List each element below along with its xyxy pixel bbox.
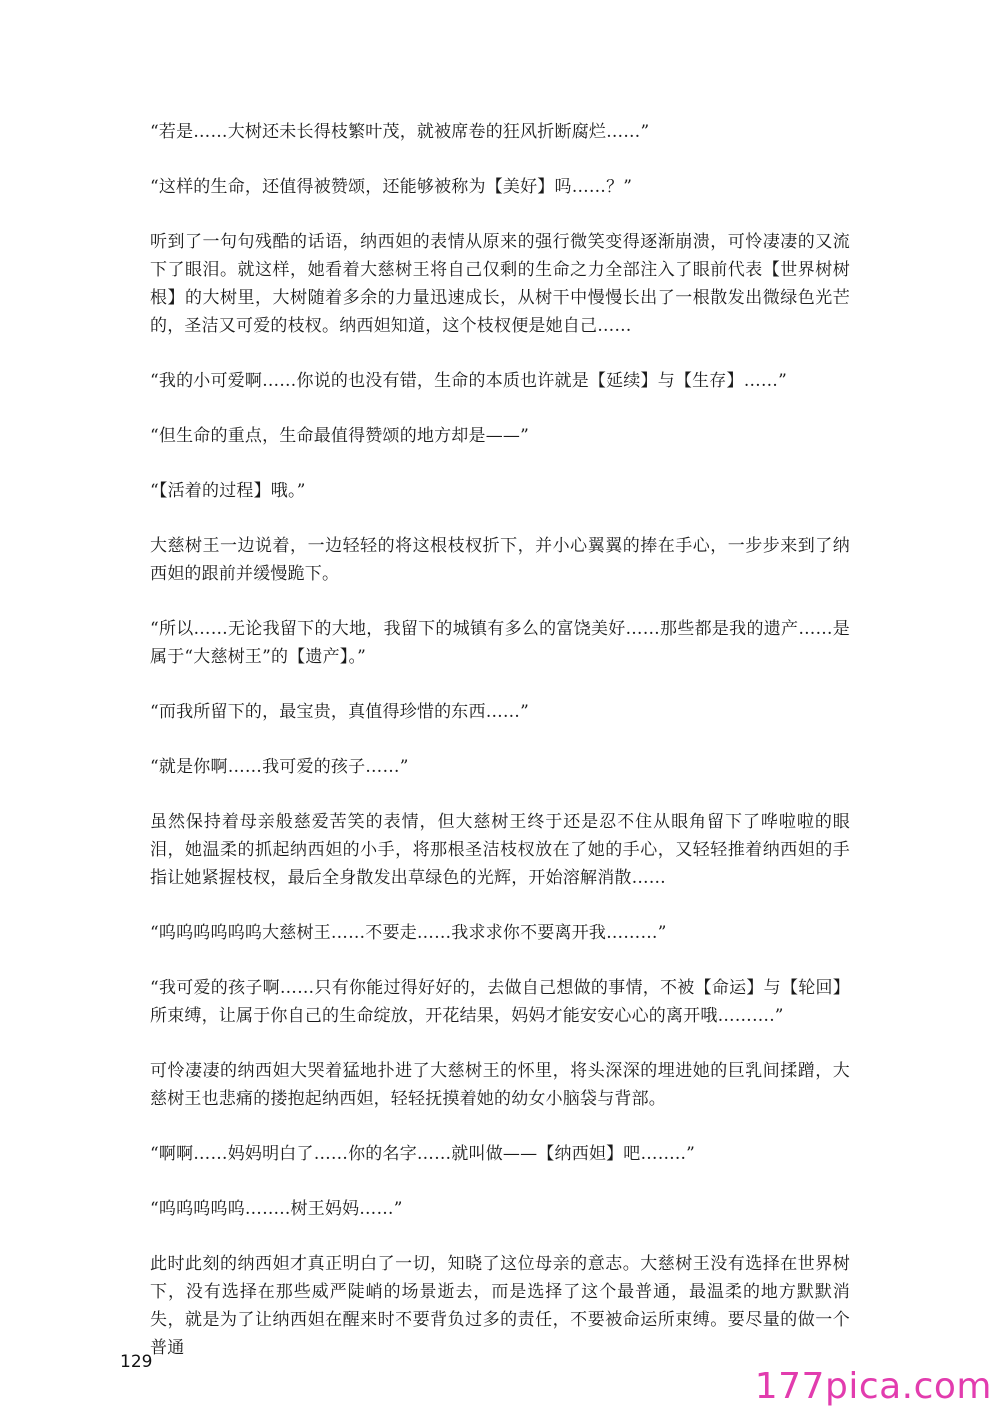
paragraph: “呜呜呜呜呜……..树王妈妈……”	[150, 1199, 403, 1219]
paragraph: “而我所留下的，最宝贵，真值得珍惜的东西……”	[150, 702, 529, 722]
paragraph: “所以……无论我留下的大地，我留下的城镇有多么的富饶美好……那些都是我的遗产……是属于“大慈树王”的【遗产】。”	[150, 619, 850, 667]
paragraph: “啊啊……妈妈明白了……你的名字……就叫做——【纳西妲】吧……..”	[150, 1144, 695, 1164]
body-text	[150, 118, 850, 1362]
paragraph: 听到了一句句残酷的话语，纳西妲的表情从原来的强行微笑变得逐渐崩溃，可怜凄凄的又流下了眼泪。就这样，她看着大慈树王将自己仅剩的生命之力全部注入了眼前代表【世界树树根】的大树里，大树随着多余的力量迅速成长，从树干中慢慢长出了一根散发出微绿色光芒的，圣洁又可爱的枝杈。纳西妲知道，这个枝杈便是她自己……	[150, 232, 850, 336]
paragraph: “但生命的重点，生命最值得赞颂的地方却是——”	[150, 426, 529, 446]
paragraph: “我可爱的孩子啊……只有你能过得好好的，去做自己想做的事情，不被【命运】与【轮回】所束缚，让属于你自己的生命绽放，开花结果，妈妈才能安安心心的离开哦……….”	[150, 978, 850, 1026]
paragraph: “呜呜呜呜呜呜大慈树王……不要走……我求求你不要离开我………”	[150, 923, 667, 943]
page-number: 129	[120, 1352, 153, 1372]
paragraph: 虽然保持着母亲般慈爱苦笑的表情，但大慈树王终于还是忍不住从眼角留下了哗啦啦的眼泪，她温柔的抓起纳西妲的小手，将那根圣洁枝杈放在了她的手心，又轻轻推着纳西妲的手指让她紧握枝杈，最后全身散发出草绿色的光辉，开始溶解消散……	[150, 812, 850, 888]
paragraph: “若是……大树还未长得枝繁叶茂，就被席卷的狂风折断腐烂……”	[150, 122, 650, 142]
paragraph: “就是你啊……我可爱的孩子……”	[150, 757, 409, 777]
paragraph: 可怜凄凄的纳西妲大哭着猛地扑进了大慈树王的怀里，将头深深的埋进她的巨乳间揉蹭，大慈树王也悲痛的搂抱起纳西妲，轻轻抚摸着她的幼女小脑袋与背部。	[150, 1061, 850, 1109]
paragraph: “【活着的过程】哦。”	[150, 481, 306, 501]
paragraph: “我的小可爱啊……你说的也没有错，生命的本质也许就是【延续】与【生存】……”	[150, 371, 787, 391]
paragraph: 大慈树王一边说着，一边轻轻的将这根枝杈折下，并小心翼翼的捧在手心，一步步来到了纳西妲的跟前并缓慢跪下。	[150, 536, 850, 584]
paragraph: 此时此刻的纳西妲才真正明白了一切，知晓了这位母亲的意志。大慈树王没有选择在世界树下，没有选择在那些威严陡峭的场景逝去，而是选择了这个最普通，最温柔的地方默默消失，就是为了让纳西妲在醒来时不要背负过多的责任，不要被命运所束缚。要尽量的做一个普通	[150, 1254, 850, 1358]
paragraph: “这样的生命，还值得被赞颂，还能够被称为【美好】吗……？”	[150, 177, 633, 197]
watermark: 177pica.com	[754, 1366, 992, 1407]
